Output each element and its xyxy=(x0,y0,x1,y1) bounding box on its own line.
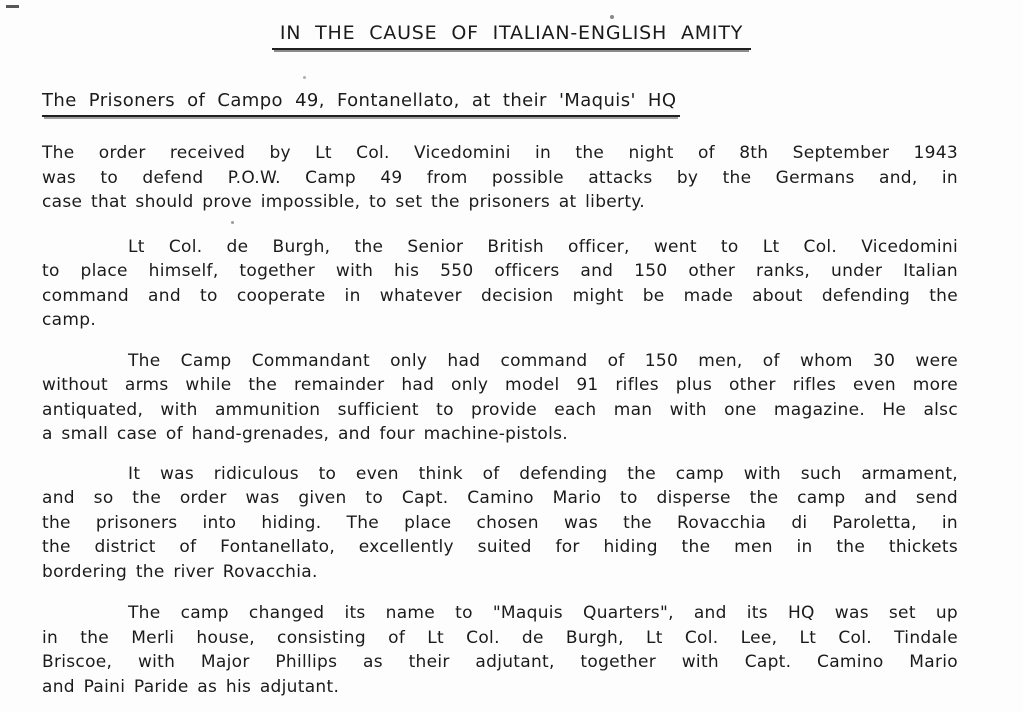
text-line: and Paini Paride as his adjutant. xyxy=(42,676,340,697)
text-line: camp. xyxy=(42,310,97,330)
text-line: a small case of hand-grenades, and four machine-pistols. xyxy=(42,424,568,444)
text-line: the district of Fontanellato, excellently suited for hiding the men in the thickets xyxy=(42,537,958,557)
text-line: and so the order was given to Capt. Camino Mario to disperse the camp and send xyxy=(42,488,958,508)
document-body xyxy=(42,141,958,699)
text-line: the prisoners into hiding. The place chosen was the Rovacchia di Paroletta, in xyxy=(42,512,958,533)
text-line: to place himself, together with his 550 officers and 150 other ranks, under Italian xyxy=(42,261,958,281)
text-line: antiquated, with ammunition sufficient to provide each man with one magazine. He alsc xyxy=(42,399,958,420)
subtitle-row xyxy=(42,90,680,117)
document-subtitle: The Prisoners of Campo 49, Fontanellato, at their 'Maquis' HQ xyxy=(42,90,680,117)
paragraph xyxy=(42,235,958,333)
paragraph xyxy=(42,349,958,447)
scan-artifact xyxy=(610,15,614,19)
text-line: was to defend P.O.W. Camp 49 from possible attacks by the Germans and, in xyxy=(42,167,958,188)
text-line: Lt Col. de Burgh, the Senior British officer, went to Lt Col. Vicedomini xyxy=(128,236,958,257)
text-line: bordering the river Rovacchia. xyxy=(42,561,318,582)
text-line: case that should prove impossible, to set the prisoners at liberty. xyxy=(42,192,645,212)
text-line: without arms while the remainder had only model 91 rifles plus other rifles even more xyxy=(42,375,958,395)
scan-artifact xyxy=(303,76,306,79)
text-line: The order received by Lt Col. Vicedomini in the night of 8th September 1943 xyxy=(42,143,958,163)
text-line: The Camp Commandant only had command of 150 men, of whom 30 were xyxy=(128,350,958,371)
paragraph xyxy=(42,601,958,699)
text-line: command and to cooperate in whatever decision might be made about defending the xyxy=(42,285,958,306)
text-line: It was ridiculous to even think of defending the camp with such armament, xyxy=(128,463,958,484)
text-line: in the Merli house, consisting of Lt Col. de Burgh, Lt Col. Lee, Lt Col. Tindale xyxy=(42,627,958,648)
text-line: The camp changed its name to "Maquis Quarters", and its HQ was set up xyxy=(128,603,958,623)
scan-artifact xyxy=(6,5,19,8)
paragraph xyxy=(42,141,958,215)
text-line: Briscoe, with Major Phillips as their adjutant, together with Capt. Camino Mario xyxy=(42,652,958,672)
document-title: IN THE CAUSE OF ITALIAN-ENGLISH AMITY xyxy=(272,22,751,50)
title-row xyxy=(0,22,1023,50)
paragraph xyxy=(42,462,958,585)
